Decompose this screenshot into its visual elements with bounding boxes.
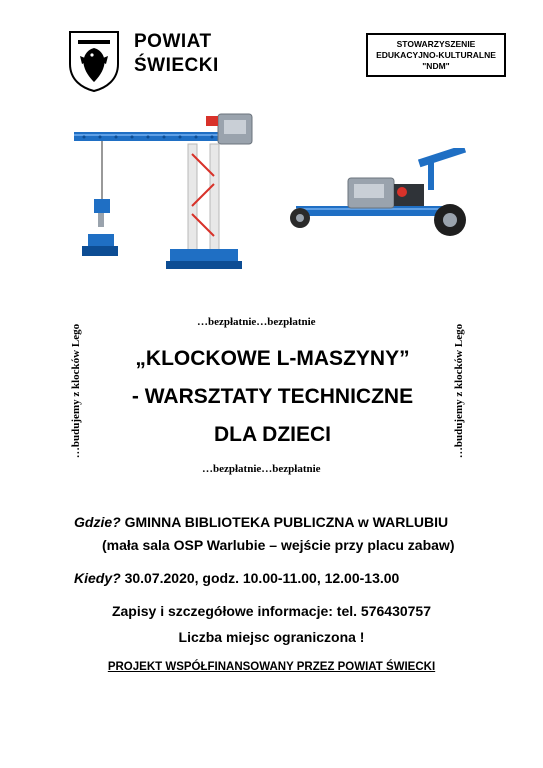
free-banner-bottom: …bezpłatnie…bezpłatnie bbox=[202, 463, 321, 475]
lego-car-image bbox=[278, 148, 478, 248]
location-label: Gdzie? bbox=[74, 514, 121, 530]
date-value: 30.07.2020, godz. 10.00-11.00, 12.00-13.00 bbox=[124, 570, 400, 586]
location-note: (mała sala OSP Warlubie – wejście przy placu zabaw) bbox=[102, 537, 455, 553]
event-title-line1: „KLOCKOWE L-MASZYNY” bbox=[135, 347, 410, 370]
cofinancing-note: PROJEKT WSPÓŁFINANSOWANY PRZEZ POWIAT ŚWIECKI bbox=[107, 661, 436, 673]
side-caption-right: …budujemy z klocków Lego bbox=[453, 323, 465, 459]
location-row bbox=[74, 514, 448, 530]
lego-crane-image bbox=[70, 104, 255, 279]
association-line1: STOWARZYSZENIE bbox=[396, 38, 476, 49]
side-caption-left: …budujemy z klocków Lego bbox=[70, 323, 82, 459]
seat-limit-notice: Liczba miejsc ograniczona ! bbox=[178, 629, 365, 645]
association-line2: EDUKACYJNO-KULTURALNE bbox=[376, 49, 496, 60]
association-line3: "NDM" bbox=[422, 60, 450, 71]
event-title-line3: DLA DZIECI bbox=[213, 423, 332, 446]
coat-of-arms-logo bbox=[68, 30, 120, 92]
signup-info: Zapisy i szczegółowe informacje: tel. 576430757 bbox=[111, 603, 432, 619]
date-row bbox=[74, 570, 399, 586]
powiat-name-line2: ŚWIECKI bbox=[134, 55, 219, 76]
free-banner-top: …bezpłatnie…bezpłatnie bbox=[197, 316, 316, 328]
association-box bbox=[366, 33, 506, 77]
powiat-name-line1: POWIAT bbox=[134, 31, 212, 52]
event-title-line2: - WARSZTATY TECHNICZNE bbox=[131, 385, 414, 408]
date-label: Kiedy? bbox=[74, 570, 121, 586]
location-value: GMINNA BIBLIOTEKA PUBLICZNA w WARLUBIU bbox=[124, 514, 449, 530]
